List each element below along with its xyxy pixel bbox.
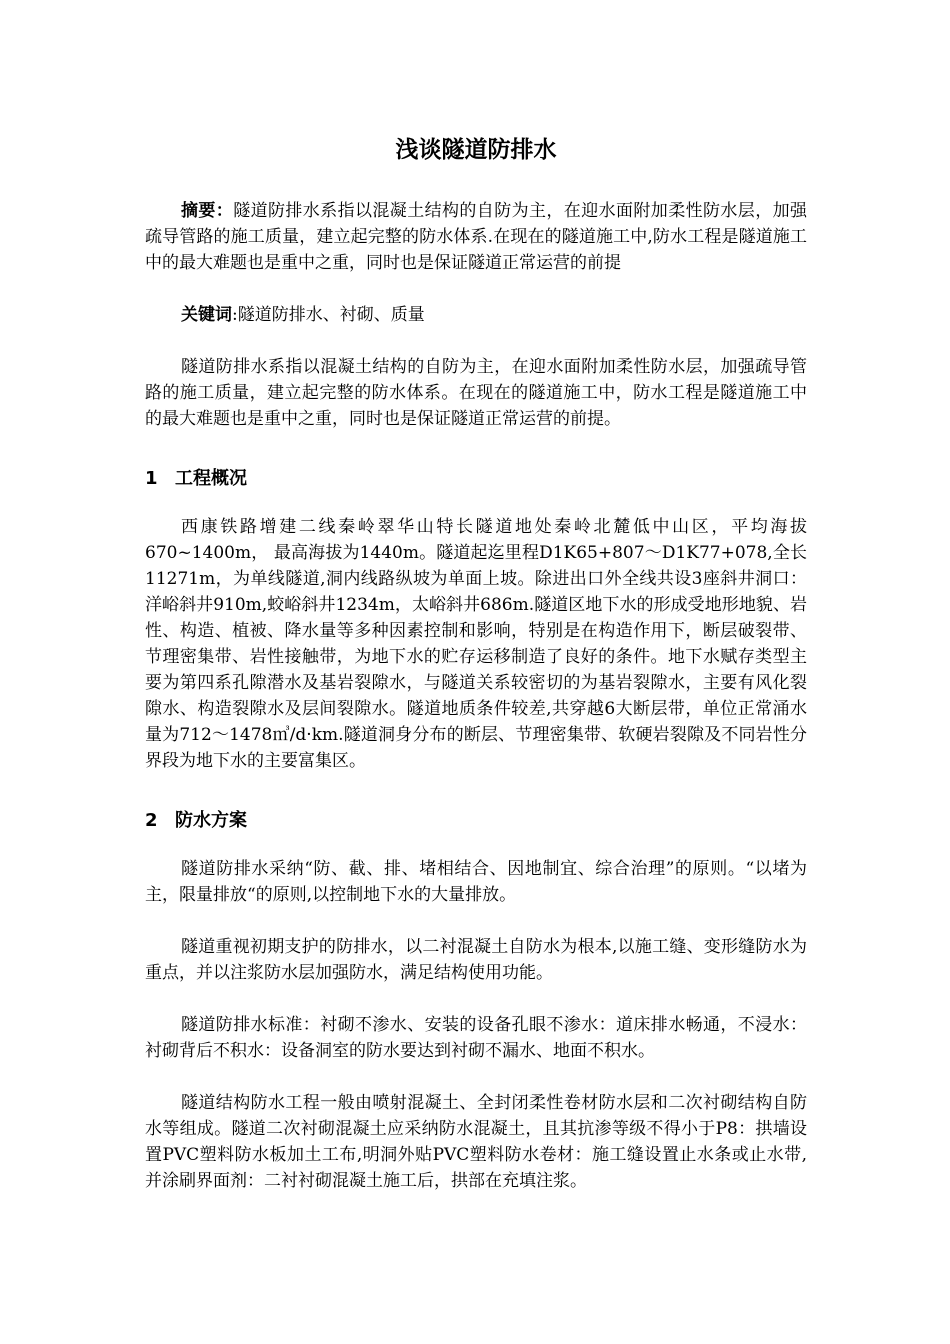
section-number: 2 (145, 810, 158, 831)
keywords-text: :隧道防排水、衬砌、质量 (232, 305, 425, 325)
keywords-paragraph (145, 302, 807, 328)
body-paragraph: 隧道防排水采纳“防、截、排、堵相结合、因地制宜、综合治理”的原则。“以堵为主，限量排放“的原则,以控制地下水的大量排放。 (145, 859, 807, 905)
section-heading-2 (145, 808, 807, 834)
abstract-text: 隧道防排水系指以混凝土结构的自防为主，在迎水面附加柔性防水层，加强疏导管路的施工质量，建立起完整的防水体系.在现在的隧道施工中,防水工程是隧道施工中的最大难题也是重中之重，同时也是保证隧道正常运营的前提 (145, 201, 808, 273)
section-heading-1 (145, 466, 807, 492)
intro-paragraph: 隧道防排水系指以混凝土结构的自防为主，在迎水面附加柔性防水层，加强疏导管路的施工质量，建立起完整的防水体系。在现在的隧道施工中，防水工程是隧道施工中的最大难题也是重中之重，同时也是保证隧道正常运营的前提。 (145, 357, 807, 429)
body-paragraph: 隧道重视初期支护的防排水，以二衬混凝土自防水为根本,以施工缝、变形缝防水为重点，并以注浆防水层加强防水，满足结构使用功能。 (145, 937, 807, 983)
section-title: 防水方案 (175, 810, 247, 831)
body-paragraph: 隧道结构防水工程一般由喷射混凝土、全封闭柔性卷材防水层和二次衬砌结构自防水等组成。隧道二次衬砌混凝土应采纳防水混凝土，且其抗渗等级不得小于P8：拱墙设置PVC塑料防水板加土工布,明洞外贴PVC塑料防水卷材：施工缝设置止水条或止水带,并涂刷界面剂：二衬衬砌混凝土施工后，拱部在充填注浆。 (145, 1093, 807, 1191)
keywords-label: 关键词 (181, 305, 232, 325)
body-paragraph: 西康铁路增建二线秦岭翠华山特长隧道地处秦岭北麓低中山区，平均海拔670~1400m， 最高海拔为1440m。隧道起迄里程D1K65+807～D1K77+078,全长11271m，为单线隧道,洞内线路纵坡为单面上坡。除进出口外全线共设3座斜井洞口：洋峪斜井910m,蛟峪斜井1234m，太峪斜井686m.隧道区地下水的形成受地形地貌、岩性、构造、植被、降水量等多种因素控制和影响，特别是在构造作用下，断层破裂带、节理密集带、岩性接触带，为地下水的贮存运移制造了良好的条件。地下水赋存类型主要为第四系孔隙潜水及基岩裂隙水，与隧道关系较密切的为基岩裂隙水，主要有风化裂隙水、构造裂隙水及层间裂隙水。隧道地质条件较差,共穿越6大断层带，单位正常涌水量为712～1478㎥/d·km.隧道洞身分布的断层、节理密集带、软硬岩裂隙及不同岩性分界段为地下水的主要富集区。 (145, 517, 807, 771)
abstract-paragraph (145, 198, 807, 276)
body-paragraph: 隧道防排水标准：衬砌不渗水、安装的设备孔眼不渗水：道床排水畅通，不浸水：衬砌背后不积水：设备洞室的防水要达到衬砌不漏水、地面不积水。 (145, 1015, 807, 1061)
abstract-label: 摘要： (181, 201, 234, 221)
section-number: 1 (145, 468, 158, 489)
document-page (145, 130, 807, 1194)
section-title: 工程概况 (175, 468, 247, 489)
document-title: 浅谈隧道防排水 (395, 137, 557, 163)
